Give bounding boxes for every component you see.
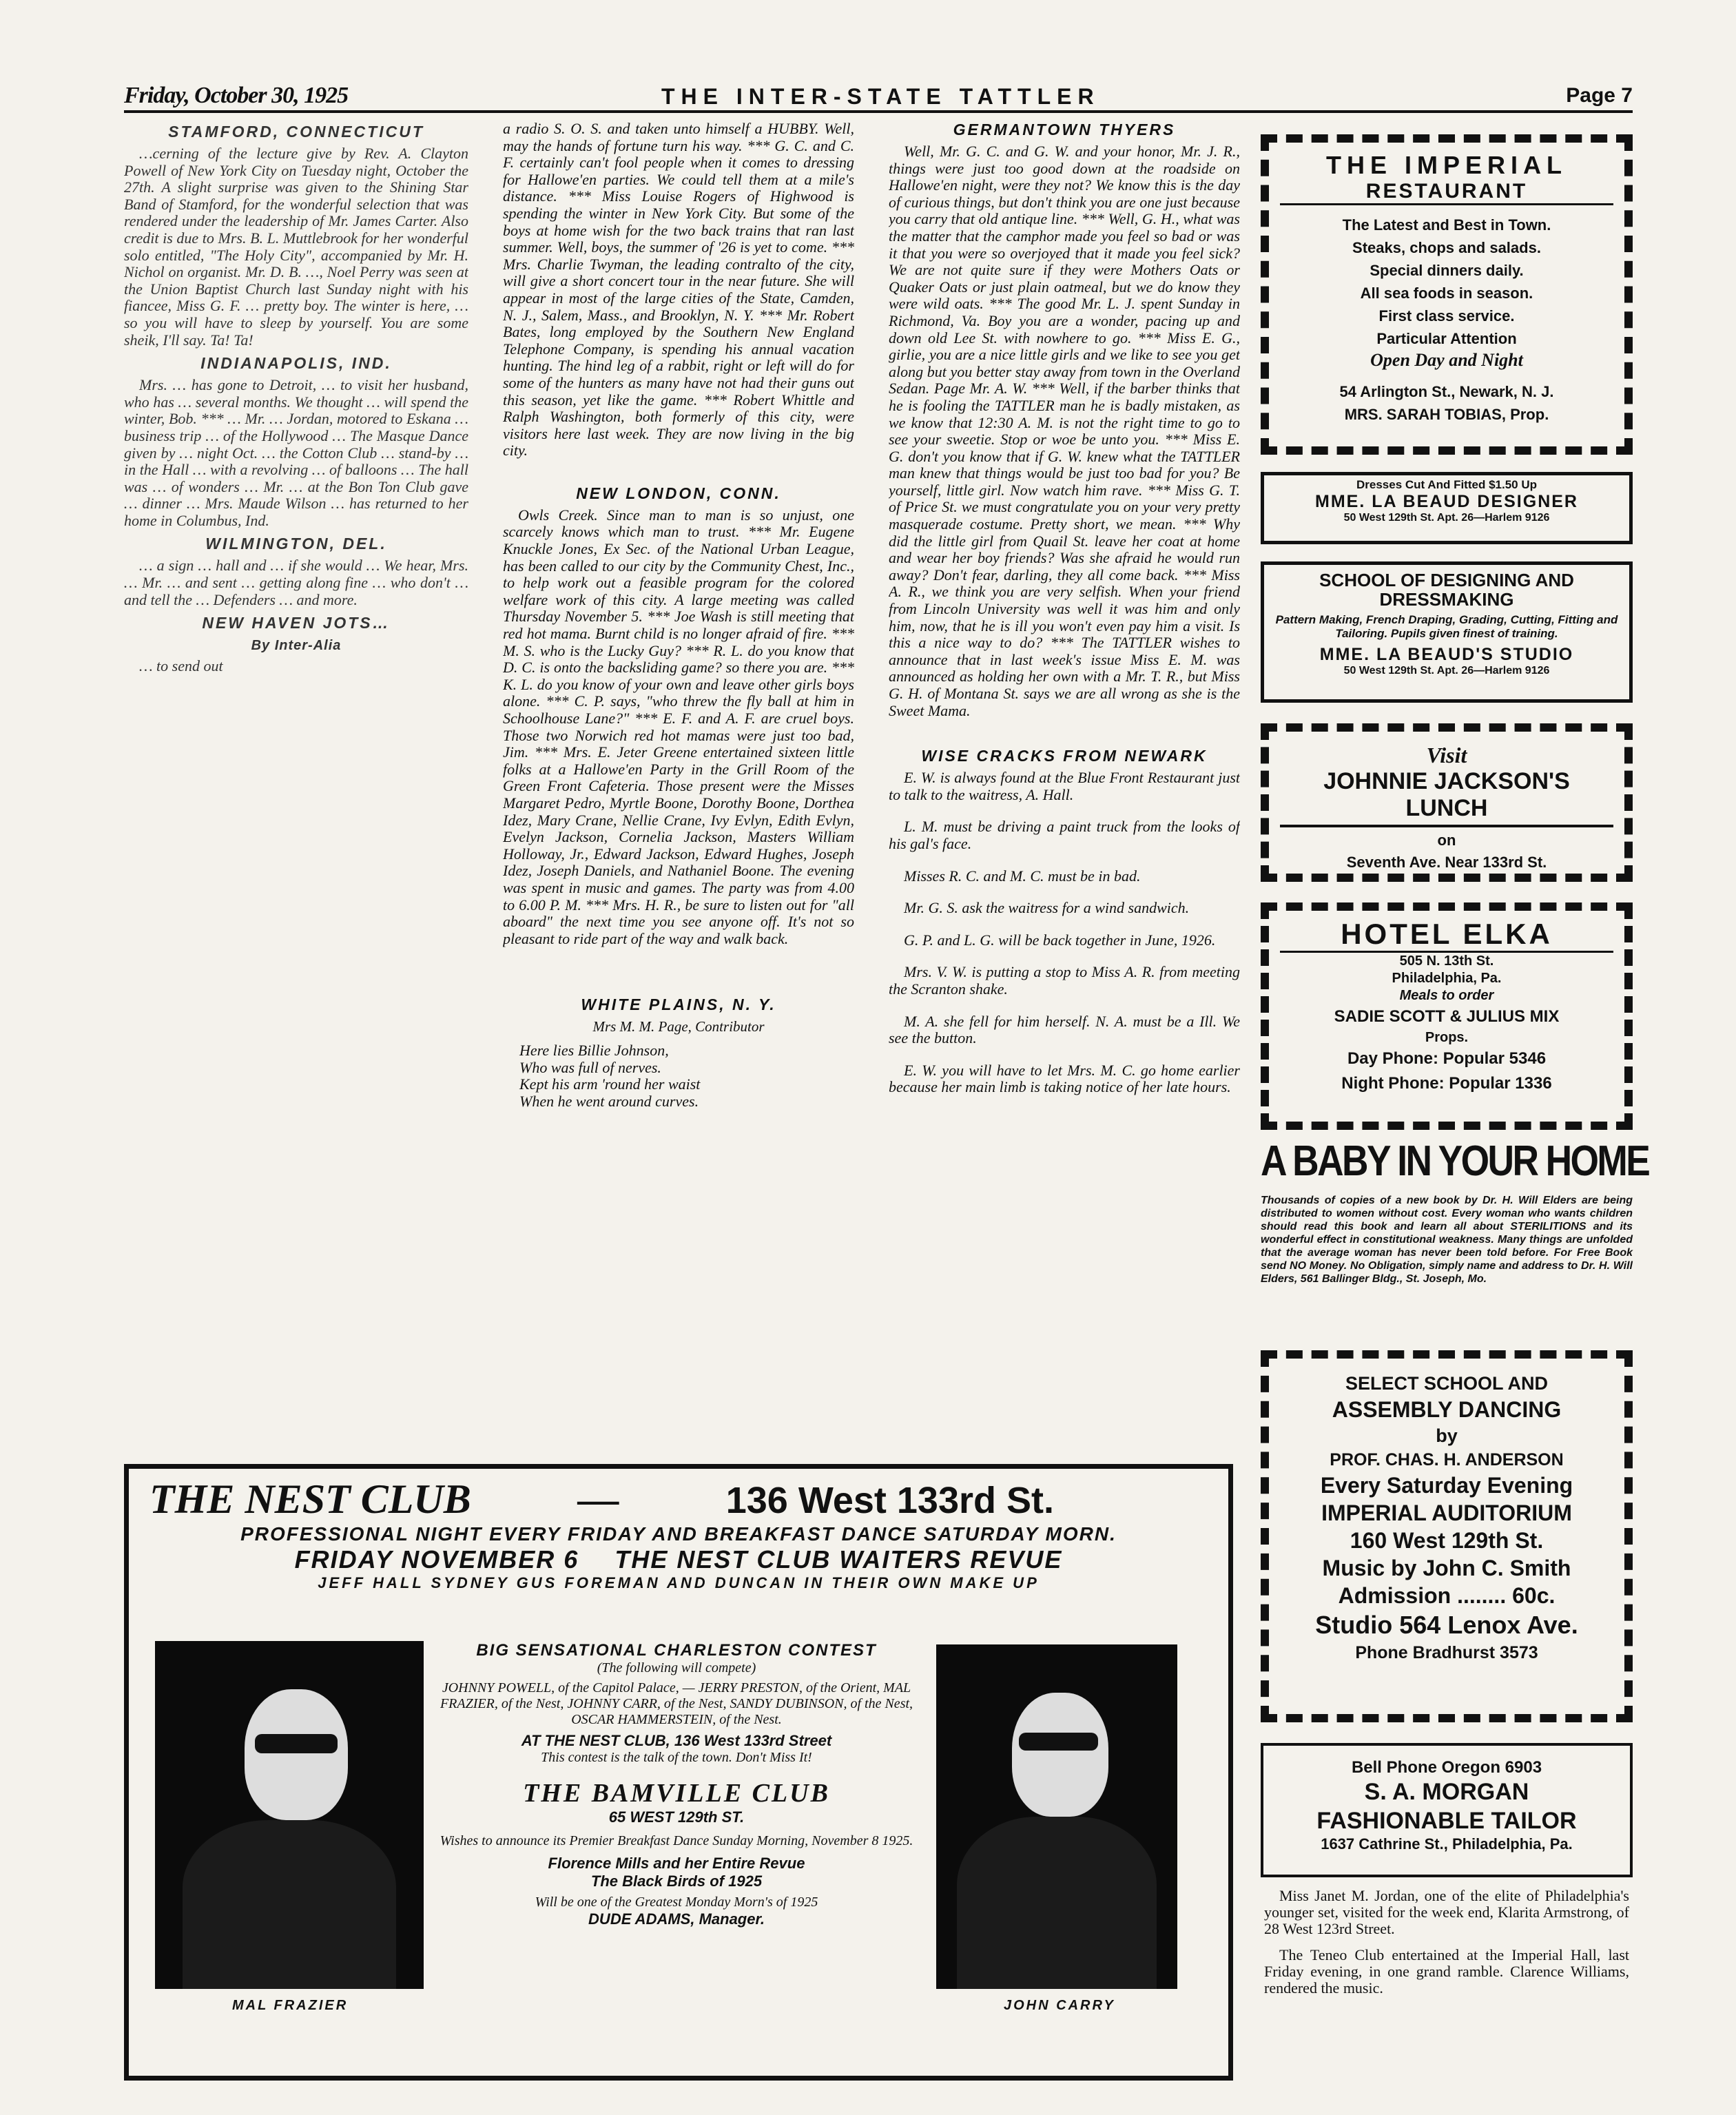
ad-dancing-school	[1261, 1350, 1633, 1722]
ad-morgan-tailor	[1261, 1743, 1633, 1877]
ad-line: The Latest and Best in Town.	[1342, 216, 1551, 234]
caption-john-carry: JOHN CARRY	[1004, 1998, 1115, 2013]
ad-title: SCHOOL OF DESIGNING AND DRESSMAKING	[1319, 570, 1574, 610]
ad-day-phone: Day Phone: Popular 5346	[1347, 1049, 1547, 1068]
article-new-london: Owls Creek. Since man to man is so unjust, one scarcely knows which man to trust. *** Mr. Eugene Knuckle Jones, Ex Sec. of the National Urban League, has been called to our city by the Community Chest, Inc., to help work out a feasible program for the colored welfare work of this city. A large meeting was called Thursday November 5. *** Joe Wash is still meeting that red hot mama. Burnt child is no longer afraid of fire. *** M. S. who is the Lucky Guy? *** R. L. do you know that D. C. is onto the backsliding game? so there you are. *** K. L. do you know of your own and leave other girls boys alone. *** C. P. says, "who threw the fly ball at him in Schoolhouse Lane?" *** E. F. and A. F. are cruel boys. Those two Norwich red hot mamas were just too bad, Jim. *** Mrs. E. Jeter Greene entertained sixteen little folks at a Hallowe'en Party in the Grill Room of the Green Front Cafeteria. Those present were the Misses Margaret Pedro, Myrtle Boone, Dorothy Boone, Dorthea Idez, Mary Crane, Nellie Crane, Ivy Evlyn, Edith Evlyn, Evelyn Jackson, Cornelia Jackson, Masters William Holloway, Jr., Edward Jackson, Edward Hughes, Joseph Idez, Joseph Daniels, and Nathaniel Boone. The evening was spent in music and games. The party was from 4.00 to 6.00 P. M. *** Mrs. H. R., be sure to listen out for "all aboard" the next time you see anyone off. It's not so pleasant to ride part of the way and walk back.	[503, 506, 854, 947]
ad-la-beaud-school	[1261, 561, 1633, 703]
newark-item: E. W. is always found at the Blue Front Restaurant just to talk to the waitress, A. Hall.	[889, 769, 1240, 803]
nest-dash: —	[577, 1476, 619, 1522]
heading-new-london: NEW LONDON, CONN.	[576, 484, 781, 502]
ad-line: Phone Bradhurst 3573	[1355, 1643, 1538, 1662]
ad-title: HOTEL ELKA	[1280, 918, 1613, 953]
ad-hotel-elka	[1261, 902, 1633, 1130]
ad-imperial-restaurant	[1261, 134, 1633, 455]
article-stamford: …cerning of the lecture give by Rev. A. Clayton Powell of New York City on Tuesday night, October the 27th. A slight surprise was given to the Shining Star Band of Stamford, for the wonderful selection that was rendered under the leadership of Mr. James Carter. Also credit is due to Mrs. B. L. Muttlebrook for her wonderful solo entitled, "The Holy City", accompanied by Mr. H. Nichol on organist. Mr. D. B. …, Noel Perry was seen at the Union Baptist Church last Sunday night with his fiancee, Miss G. F. … pretty boy. The winter is here, …so you will have to sleep by yourself. You are some sheik, I'll say. Ta! Ta!	[124, 145, 468, 349]
ad-title: THE IMPERIAL	[1325, 151, 1567, 179]
ad-address: 50 West 129th St. Apt. 26—Harlem 9126	[1343, 512, 1550, 524]
ad-city: Philadelphia, Pa.	[1392, 971, 1502, 986]
newark-item: L. M. must be driving a paint truck from the looks of his gal's face.	[889, 818, 1240, 852]
masthead: THE INTER-STATE TATTLER	[661, 84, 1100, 109]
newark-item: E. W. you will have to let Mrs. M. C. go home earlier because her main limb is taking notice of her late hours.	[889, 1061, 1240, 1096]
society-item: Miss Janet M. Jordan, one of the elite of Philadelphia's younger set, visited for the week end, Klarita Armstrong, of 28 West 123rd Street.	[1264, 1888, 1629, 1937]
ad-phone: Bell Phone Oregon 6903	[1351, 1758, 1542, 1777]
nest-location: AT THE NEST CLUB, 136 West 133rd Street	[521, 1732, 832, 1749]
ad-la-beaud-designer	[1261, 472, 1633, 544]
poem	[519, 1042, 854, 1110]
ad-baby-in-your-home	[1261, 1137, 1649, 1316]
ad-proprietors: SADIE SCOTT & JULIUS MIX	[1334, 1007, 1560, 1026]
bamville-manager: DUDE ADAMS, Manager.	[588, 1910, 765, 1928]
ad-line: Music by John C. Smith	[1322, 1556, 1571, 1580]
newark-item: Mrs. V. W. is putting a stop to Miss A. R. from meeting the Scranton shake.	[889, 963, 1240, 998]
ad-line: Special dinners daily.	[1370, 262, 1524, 279]
nest-title-line	[149, 1476, 1208, 1523]
newark-item: Misses R. C. and M. C. must be in bad.	[904, 867, 1141, 885]
bamville-greatest: Will be one of the Greatest Monday Morn's of 1925	[535, 1895, 818, 1910]
ad-title: RESTAURANT	[1280, 180, 1613, 205]
ad-proprietor: MRS. SARAH TOBIAS, Prop.	[1344, 406, 1549, 423]
bamville-title: THE BAMVILLE CLUB	[523, 1779, 830, 1808]
column-2	[503, 121, 854, 1450]
page-header	[124, 83, 1633, 113]
face-shape	[245, 1689, 348, 1820]
ad-title: A BABY IN YOUR HOME	[1261, 1137, 1649, 1185]
nest-compete: (The following will compete)	[597, 1660, 756, 1675]
page-number: Page 7	[1566, 84, 1633, 107]
ad-meals: Meals to order	[1399, 988, 1494, 1003]
poem-line: Here lies Billie Johnson,	[519, 1041, 669, 1059]
column-3	[889, 121, 1240, 1450]
nest-address: 136 West 133rd St.	[725, 1480, 1054, 1521]
poem-line: When he went around curves.	[519, 1092, 699, 1110]
ad-line: Studio 564 Lenox Ave.	[1315, 1611, 1578, 1639]
ad-nest-club	[124, 1464, 1233, 2081]
ad-night-phone: Night Phone: Popular 1336	[1341, 1074, 1552, 1093]
ad-hours: Open Day and Night	[1370, 350, 1523, 370]
ad-line: All sea foods in season.	[1360, 285, 1533, 302]
ad-line: Admission ........ 60c.	[1338, 1583, 1556, 1608]
nest-line: PROFESSIONAL NIGHT EVERY FRIDAY AND BREAKFAST DANCE SATURDAY MORN.	[240, 1523, 1117, 1545]
ad-line: Dresses Cut And Fitted $1.50 Up	[1356, 478, 1537, 491]
byline-new-haven: By Inter-Alia	[251, 638, 342, 654]
ad-address: Seventh Ave. Near 133rd St.	[1346, 854, 1547, 871]
photo-john-carry	[936, 1644, 1177, 1989]
ad-name: MME. LA BEAUD'S STUDIO	[1319, 645, 1574, 664]
bamville-florence: Florence Mills and her Entire Revue	[548, 1855, 805, 1872]
ad-line: Every Saturday Evening	[1320, 1473, 1573, 1498]
ad-line: ASSEMBLY DANCING	[1332, 1397, 1562, 1422]
heading-newark: WISE CRACKS FROM NEWARK	[921, 747, 1208, 765]
ad-line: Particular Attention	[1376, 330, 1517, 347]
poem-line: Kept his arm 'round her waist	[519, 1075, 701, 1093]
nest-talk: This contest is the talk of the town. Don't Miss It!	[541, 1750, 812, 1765]
ad-address: 1637 Cathrine St., Philadelphia, Pa.	[1321, 1835, 1573, 1853]
ad-address: 50 West 129th St. Apt. 26—Harlem 9126	[1343, 665, 1550, 677]
ad-line: Steaks, chops and salads.	[1352, 239, 1541, 256]
article-new-haven: … to send out	[139, 657, 223, 675]
ad-address: 54 Arlington St., Newark, N. J.	[1339, 383, 1554, 400]
ad-line: 160 West 129th St.	[1350, 1528, 1544, 1553]
ad-title: MME. LA BEAUD DESIGNER	[1315, 492, 1578, 511]
poem-line: Who was full of nerves.	[519, 1058, 661, 1076]
nest-title: THE NEST CLUB	[149, 1476, 471, 1522]
ad-title: FASHIONABLE TAILOR	[1316, 1808, 1577, 1834]
issue-date: Friday, October 30, 1925	[124, 83, 349, 108]
glasses-shape	[1019, 1733, 1098, 1751]
ad-line: PROF. CHAS. H. ANDERSON	[1330, 1450, 1564, 1469]
face-shape	[1012, 1693, 1108, 1817]
heading-new-haven: NEW HAVEN JOTS…	[202, 614, 391, 632]
byline-white-plains: Mrs M. M. Page, Contributor	[592, 1018, 765, 1035]
photo-mal-frazier	[155, 1641, 424, 1989]
bamville-announce: Wishes to announce its Premier Breakfast Dance Sunday Morning, November 8 1925.	[440, 1833, 913, 1848]
glasses-shape	[255, 1734, 338, 1753]
nest-revue: THE NEST CLUB WAITERS REVUE	[614, 1545, 1063, 1574]
nest-line: JEFF HALL SYDNEY GUS FOREMAN AND DUNCAN IN THEIR OWN MAKE UP	[318, 1574, 1040, 1591]
bamville-birds: The Black Birds of 1925	[590, 1872, 763, 1890]
newark-item: Mr. G. S. ask the waitress for a wind sandwich.	[904, 899, 1190, 917]
heading-germantown: GERMANTOWN THYERS	[953, 121, 1176, 138]
suit-shape	[183, 1820, 396, 1989]
nest-center-text	[439, 1641, 914, 1928]
ad-line: SELECT SCHOOL AND	[1345, 1373, 1549, 1394]
nest-contestants: JOHNNY POWELL, of the Capitol Palace, — JERRY PRESTON, of the Orient, MAL FRAZIER, of the Nest, JOHNNY CARR, of the Nest, SANDY DUBINSON, of the Nest, OSCAR HAMMERSTEIN, of the Nest.	[440, 1680, 913, 1727]
newark-item: M. A. she fell for him herself. N. A. must be a Ill. We see the button.	[889, 1012, 1240, 1047]
ad-visit: Visit	[1426, 743, 1467, 767]
newark-item: G. P. and L. G. will be back together in June, 1926.	[904, 931, 1216, 949]
column-1	[124, 117, 468, 1461]
article-wilmington: … a sign … hall and … if she would … We hear, Mrs. … Mr. … and sent … getting along fine … who don't … and tell the … Defenders … and more.	[124, 557, 468, 608]
suit-shape	[957, 1817, 1157, 1989]
society-items	[1264, 1888, 1629, 2081]
nest-date: FRIDAY NOVEMBER 6	[294, 1545, 579, 1574]
article-continued: a radio S. O. S. and taken unto himself a HUBBY. Well, may the hands of fortune turn his way. *** G. C. and C. F. certainly can't fool people when it comes to dressing for Hallowe'en parties. We could tell them at a mile's distance. *** Miss Louise Rogers of Highwood is spending the winter in New York City. But some of the boys at home wish for the two back trains that ran last summer. Well, boys, the summer of '26 is yet to come. *** Mrs. Charlie Twyman, the leading contralto of the city, will give a short concert tour in the near future. She will appear in most of the large cities of the State, Camden, N. J., Salem, Mass., and Brooklyn, N. Y. *** Mr. Robert Bates, long employed by the Southern New England Telephone Company, is spending his annual vacation hunting. The hind leg of a rabbit, right or left will do for some of the hunters as many have not had their guns out this season, yet like the game. *** Robert Whittle and Ralph Washington, both formerly of this city, were visitors here last week. They are now living in the big city.	[503, 121, 854, 460]
ad-title: JOHNNIE JACKSON'S LUNCH	[1280, 768, 1613, 827]
article-germantown: Well, Mr. G. C. and G. W. and your honor, Mr. J. R., things were just too good down at the roadside on Hallowe'en night, were they not? We know this is the day of curious things, but don't think you are one just because you carry that old antique line. *** Well, G. H., what was the matter that the camphor made you feel so bad or was it that you were so overjoyed that it made you feel sick? We are not quite sure if they were Mothers Oats or Quaker Oats or just plain oatmeal, but we do know they were wild oats. *** The good Mr. L. J. spent Sunday in Richmond, Va. Boy you are a wonder, pacing up and down old Lee St. with nowhere to go. *** Miss E. G., girlie, you are a nice little girls and we like to see you get along but you better stay away from town in the Overland Sedan. Page Mr. A. W. *** Well, if the barber thinks that he is fooling the TATTLER man he is badly mistaken, as we know that 12:30 A. M. is not the right time to go to see your sweetie. Stop or woe be unto you. *** Miss E. G. don't you know that if G. W. knew what the TATTLER man knew that things would be just too bad for you? Be yourself, little girl. Now watch him rave. *** Miss G. T. of Price St. we must congratulate you on your very pretty masquerade costume. Pretty short, we mean. *** Why did the little girl from Quail St. leave her coat at home and wear her boy friends? Was she afraid he would run away? Don't fear, darling, they all come back. *** Miss A. R., we think you are very selfish. When your friend from Lincoln University was well it was him and only him, now, that he is ill you won't even pay him a visit. Is this a nice way to do? *** The TATTLER wishes to announce that in last week's issue Miss E. M. was announced as holding her own with a Mr. T. R., but Miss G. H. of Montana St. says we are all wrong as she is the Sweet Mama.	[889, 143, 1240, 719]
ad-address: 505 N. 13th St.	[1399, 953, 1494, 969]
article-indianapolis: Mrs. … has gone to Detroit, … to visit her husband, who has … several months. We thought … will spend the winter, Bob. *** … Mr. … Jordan, motored to Eskana … business trip … of the Hollywood … The Masque Dance given by … night Oct. … the Cotton Club … stand-by … in the Hall … with a revolving … of balloons … The hall was … of wonders … Mr. … at the Bon Ton Club gave … dinner … Mrs. Maude Wilson … has returned to her home in Columbus, Ind.	[124, 376, 468, 529]
ad-title: S. A. MORGAN	[1364, 1779, 1529, 1805]
ad-description: Pattern Making, French Draping, Grading, Cutting, Fitting and Tailoring. Pupils given finest of training.	[1275, 613, 1618, 640]
nest-contest: BIG SENSATIONAL CHARLESTON CONTEST	[476, 1641, 877, 1660]
heading-white-plains: WHITE PLAINS, N. Y.	[581, 995, 776, 1014]
heading-indianapolis: INDIANAPOLIS, IND.	[200, 354, 392, 373]
ad-body: Thousands of copies of a new book by Dr. H. Will Elders are being distributed to women without cost. Every woman who wants children should read this book and learn all about STERILITIONS and its wonderful effect in constitutional weakness. Many things are unfolded that the average woman has never been told before. For Free Book send NO Money. No Obligation, simply name and address to Dr. H. Will Elders, 561 Ballinger Bldg., St. Joseph, Mo.	[1261, 1195, 1633, 1285]
heading-wilmington: WILMINGTON, DEL.	[205, 535, 387, 553]
bamville-address: 65 WEST 129th ST.	[608, 1808, 745, 1826]
ad-line: IMPERIAL AUDITORIUM	[1321, 1500, 1572, 1525]
heading-stamford: STAMFORD, CONNECTICUT	[168, 123, 424, 141]
ad-line: by	[1436, 1425, 1458, 1446]
ad-props-label: Props.	[1425, 1030, 1469, 1045]
caption-mal-frazier: MAL FRAZIER	[232, 1998, 349, 2013]
ad-on: on	[1437, 832, 1456, 849]
nest-line	[149, 1545, 1208, 1574]
society-item: The Teneo Club entertained at the Imperial Hall, last Friday evening, in one grand ramble. Clarence Williams, rendered the music.	[1264, 1946, 1629, 1997]
ad-jackson-lunch	[1261, 723, 1633, 882]
ad-line: First class service.	[1378, 307, 1515, 324]
